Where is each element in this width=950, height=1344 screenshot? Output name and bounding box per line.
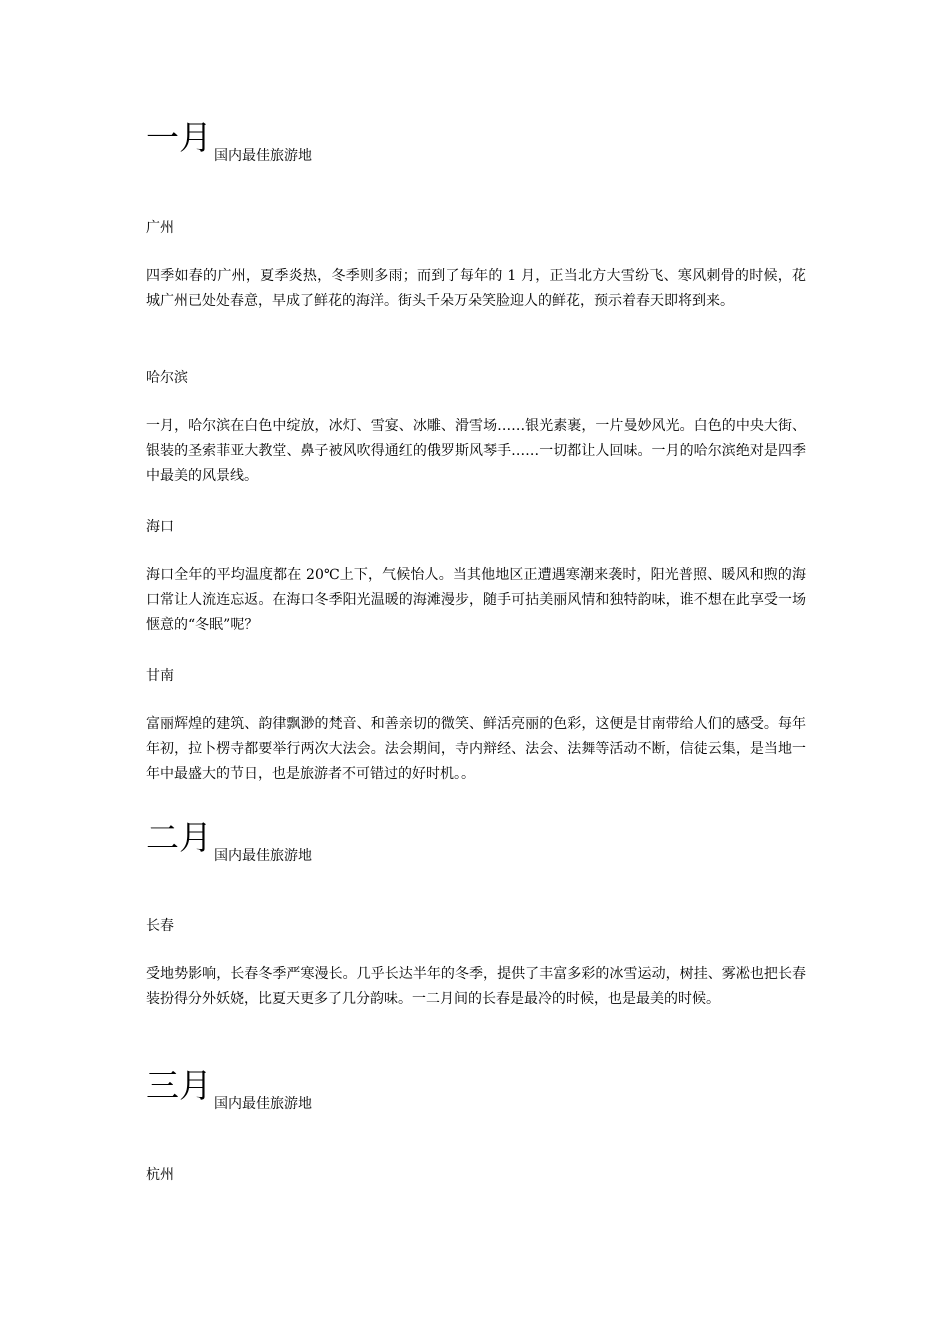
city-description: 富丽辉煌的建筑、韵律飘渺的梵音、和善亲切的微笑、鲜活亮丽的色彩，这便是甘南带给人们的感受。每年年初，拉卜楞寺都要举行两次大法会。法会期间，寺内辩经、法会、法舞等活动不断，信徒云集，是当地一年中最盛大的节日，也是旅游者不可错过的好时机。。 (146, 716, 806, 782)
city-heading: 哈尔滨 (146, 370, 188, 386)
month-subtitle: 国内最佳旅游地 (214, 848, 312, 864)
city-heading: 甘南 (146, 668, 174, 684)
month-subtitle: 国内最佳旅游地 (214, 1096, 312, 1112)
month-subtitle: 国内最佳旅游地 (214, 148, 312, 164)
city-heading: 广州 (146, 220, 174, 236)
city-description: 四季如春的广州，夏季炎热，冬季则多雨；而到了每年的 1 月，正当北方大雪纷飞、寒风刺骨的时候，花城广州已处处春意，早成了鲜花的海洋。街头千朵万朵笑脸迎人的鲜花，预示着春天即将到来。 (146, 268, 806, 309)
city-heading: 海口 (146, 519, 174, 535)
city-description: 海口全年的平均温度都在 20℃上下，气候怡人。当其他地区正遭遇寒潮来袭时，阳光普照、暖风和煦的海口常让人流连忘返。在海口冬季阳光温暖的海滩漫步，随手可拈美丽风情和独特韵味，谁不想在此享受一场惬意的“冬眠”呢？ (146, 567, 806, 633)
month-title: 一月 (146, 118, 212, 157)
month-title: 三月 (146, 1066, 212, 1105)
city-description: 受地势影响，长春冬季严寒漫长。几乎长达半年的冬季，提供了丰富多彩的冰雪运动，树挂、雾凇也把长春装扮得分外妖娆，比夏天更多了几分韵味。一二月间的长春是最冷的时候，也是最美的时候。 (146, 966, 806, 1007)
city-heading: 杭州 (146, 1167, 174, 1183)
city-heading: 长春 (146, 918, 174, 934)
month-title: 二月 (146, 818, 212, 857)
city-description: 一月，哈尔滨在白色中绽放，冰灯、雪宴、冰雕、滑雪场……银光素裹，一片曼妙风光。白色的中央大街、银装的圣索菲亚大教堂、鼻子被风吹得通红的俄罗斯风琴手……一切都让人回味。一月的哈尔滨绝对是四季中最美的风景线。 (146, 418, 806, 484)
